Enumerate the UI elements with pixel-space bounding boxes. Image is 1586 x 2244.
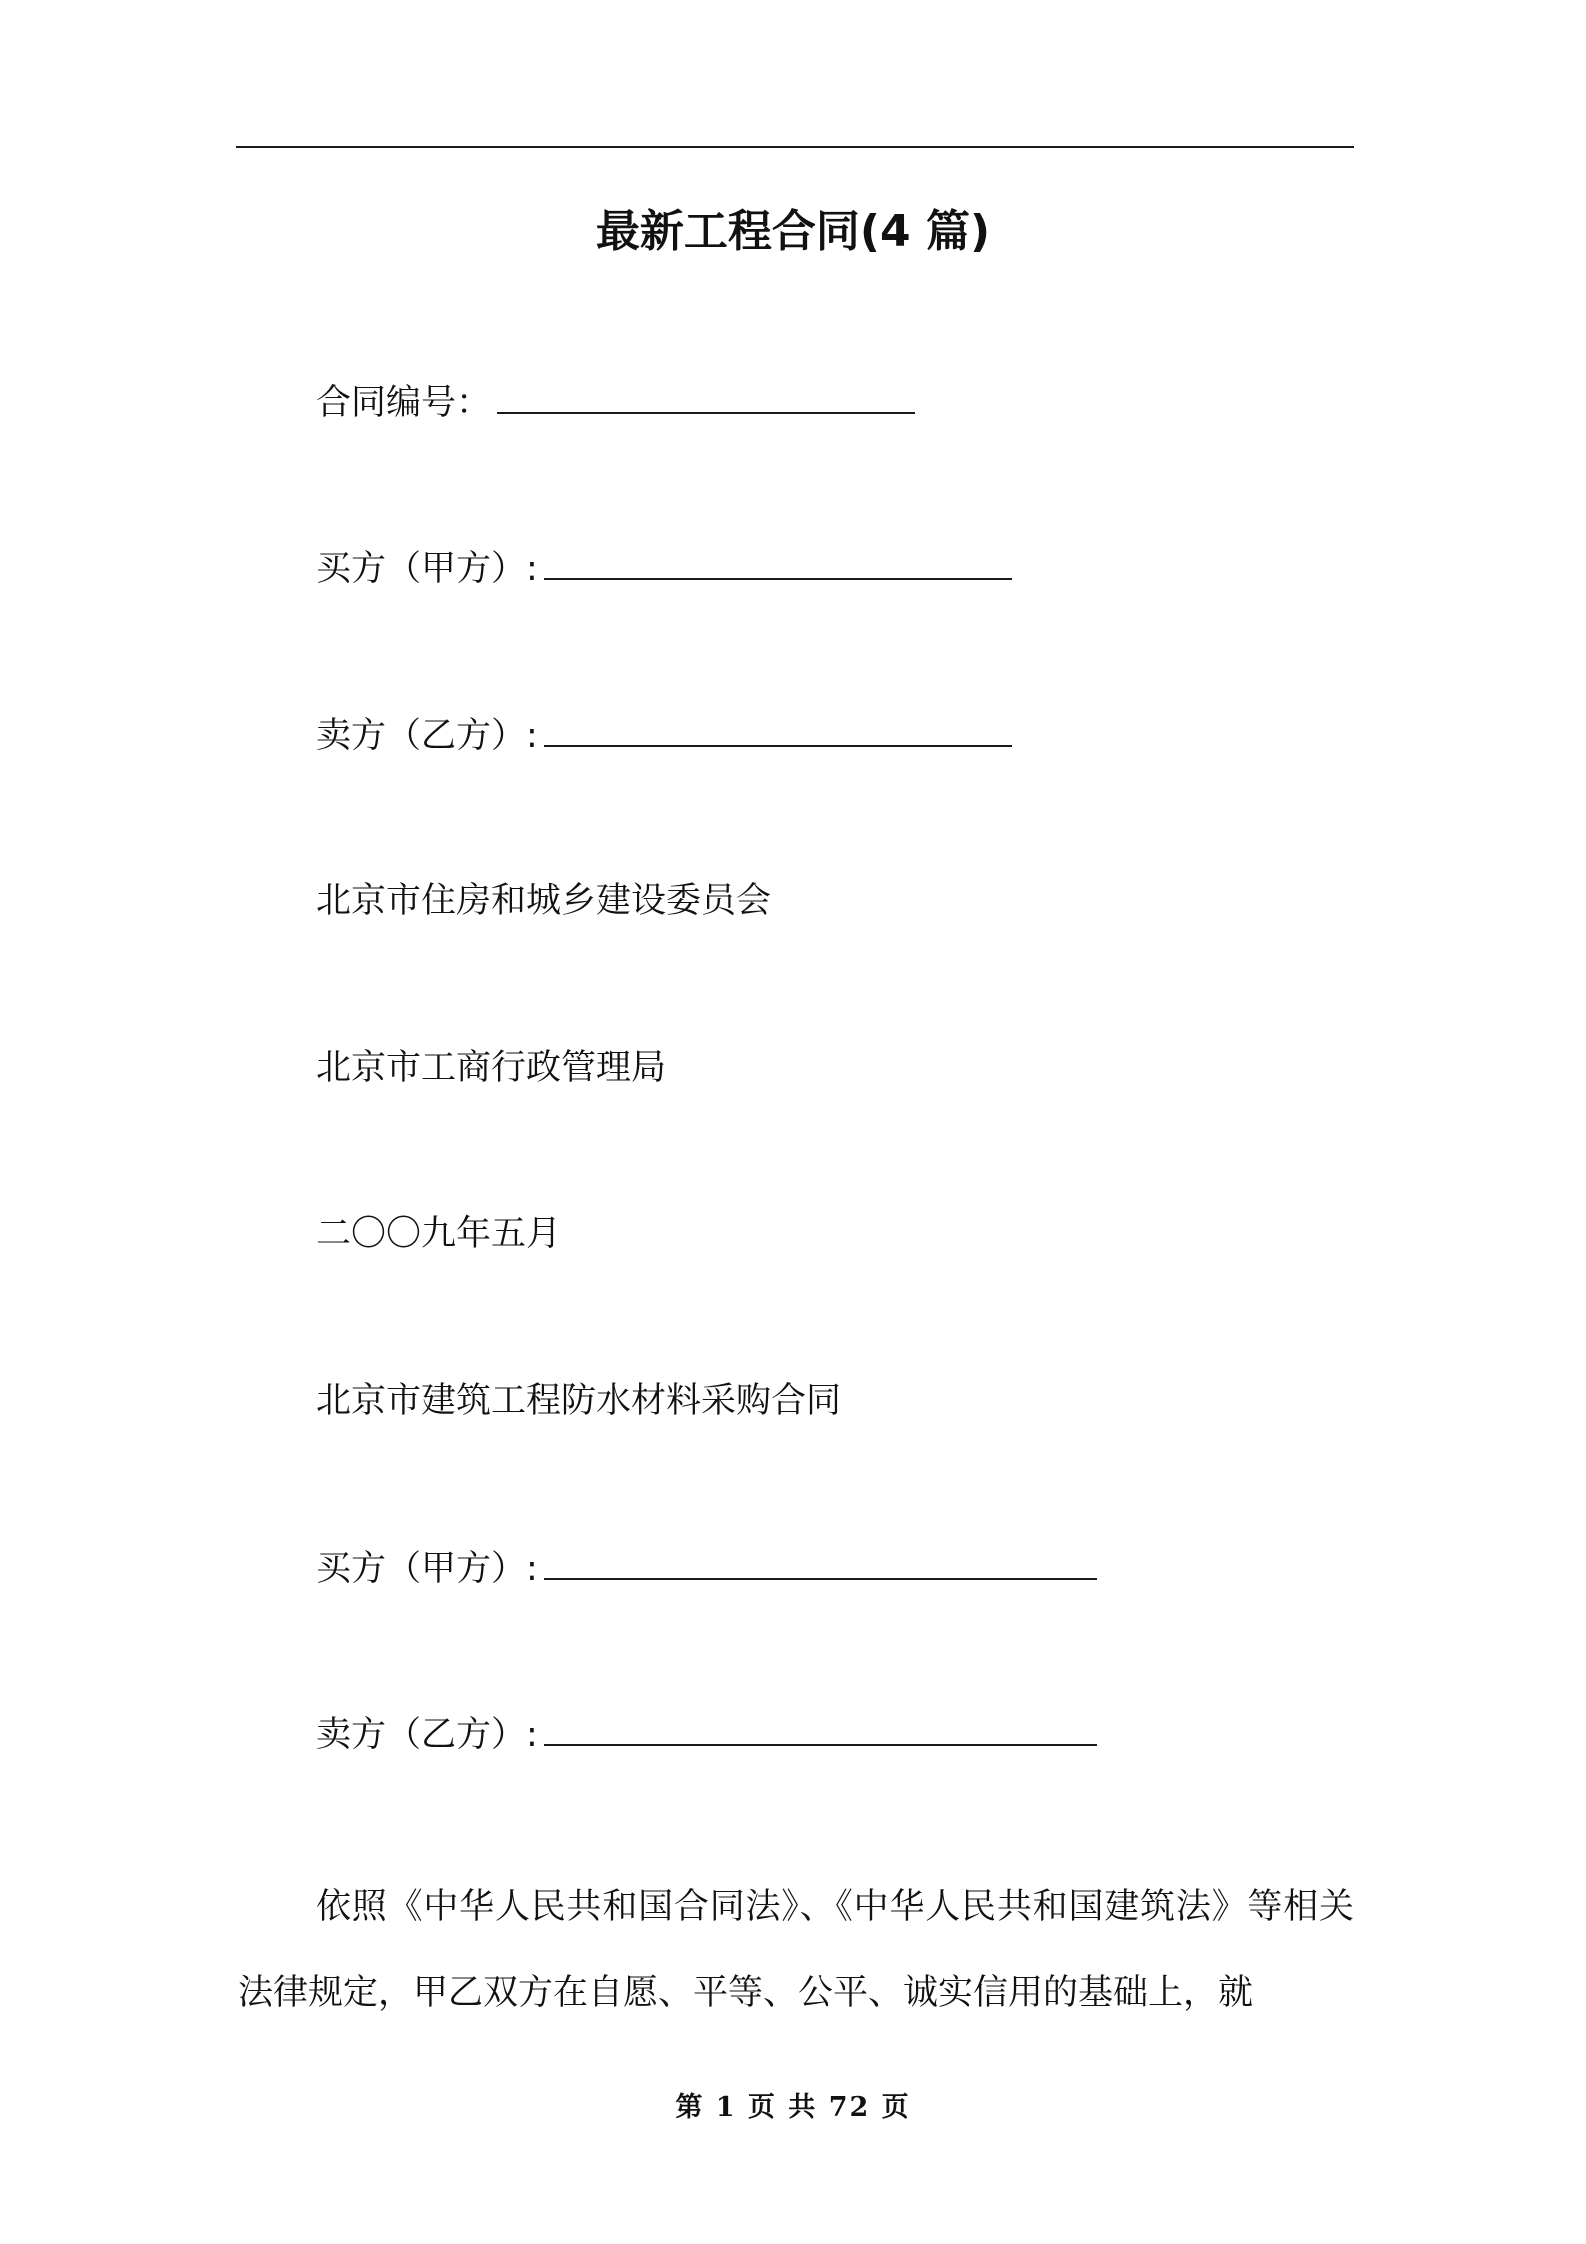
issuer-2: 北京市工商行政管理局 (316, 1048, 667, 1088)
buyer-label-1: 买方（甲方）: (316, 549, 538, 589)
seller-line-2 (316, 1710, 1097, 1759)
seller-blank-1 (544, 711, 1012, 747)
seller-blank-2 (544, 1710, 1097, 1746)
document-title: 最新工程合同(4 篇) (595, 206, 991, 257)
buyer-label-2: 买方（甲方）: (316, 1549, 538, 1589)
header-rule (236, 146, 1354, 148)
buyer-blank-2 (544, 1544, 1097, 1580)
buyer-line-1 (316, 544, 1012, 593)
buyer-line-2 (316, 1544, 1097, 1593)
buyer-blank-1 (544, 544, 1012, 580)
seller-line-1 (316, 711, 1012, 760)
contract-number-blank (497, 378, 915, 414)
body-paragraph: 依照《中华人民共和国合同法》、《中华人民共和国建筑法》等相关法律规定，甲乙双方在自愿、平等、公平、诚实信用的基础上，就 (238, 1887, 1354, 2013)
contract-number-line (316, 378, 915, 427)
issue-date: 二〇〇九年五月 (316, 1214, 562, 1254)
contract-title: 北京市建筑工程防水材料采购合同 (316, 1381, 842, 1421)
seller-label-1: 卖方（乙方）: (316, 716, 538, 756)
contract-number-label: 合同编号： (316, 383, 492, 423)
seller-label-2: 卖方（乙方）: (316, 1715, 538, 1755)
issuer-1: 北京市住房和城乡建设委员会 (316, 881, 772, 921)
page-footer: 第 1 页 共 72 页 (675, 2092, 911, 2123)
